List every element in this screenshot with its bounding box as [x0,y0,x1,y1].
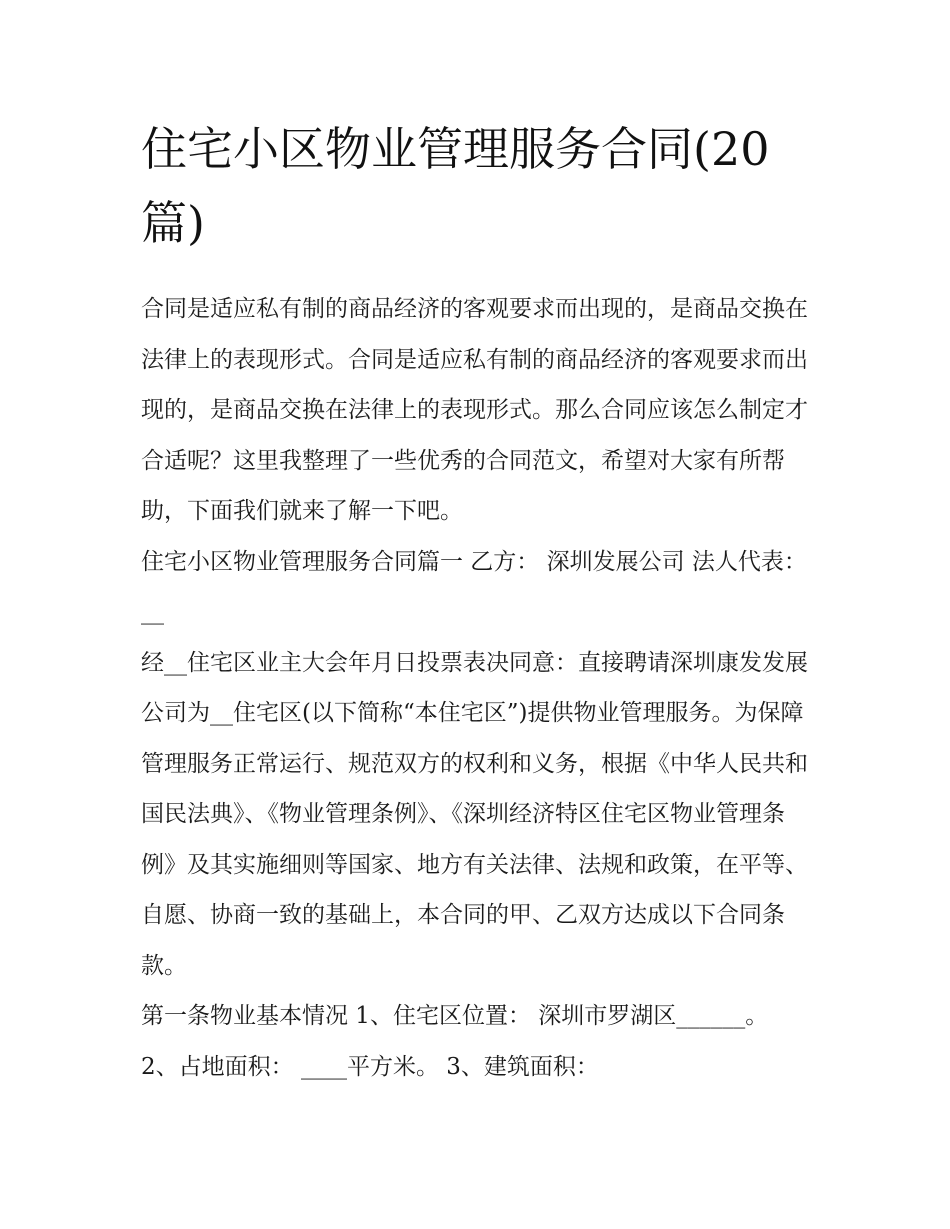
contract-heading-paragraph: 住宅小区物业管理服务合同篇一 乙方： 深圳发展公司 法人代表：__ [141,548,807,625]
document-title: 住宅小区物业管理服务合同(20篇) [141,122,770,250]
document-body [141,284,813,1092]
contract-preamble-paragraph: 经__住宅区业主大会年月日投票表决同意：直接聘请深圳康发发展公司为__住宅区(以下简称“本住宅区”)提供物业管理服务。为保障管理服务正常运行、规范双方的权利和义务，根据《中华人民共和国民法典》、《物业管理条例》、《深圳经济特区住宅区物业管理条例》及其实施细则等国家、地方有关法律、法规和政策，在平等、自愿、协商一致的基础上，本合同的甲、乙双方达成以下合同条款。 [141,649,808,979]
intro-paragraph: 合同是适应私有制的商品经济的客观要求而出现的，是商品交换在法律上的表现形式。合同是适应私有制的商品经济的客观要求而出现的，是商品交换在法律上的表现形式。那么合同应该怎么制定才合适呢？这里我整理了一些优秀的合同范文，希望对大家有所帮助，下面我们就来了解一下吧。 [141,296,808,524]
article-one-paragraph: 第一条物业基本情况 1、住宅区位置： 深圳市罗湖区______。 2、占地面积： ____平方米。 3、建筑面积： [141,1003,769,1080]
document-page [141,112,813,1092]
